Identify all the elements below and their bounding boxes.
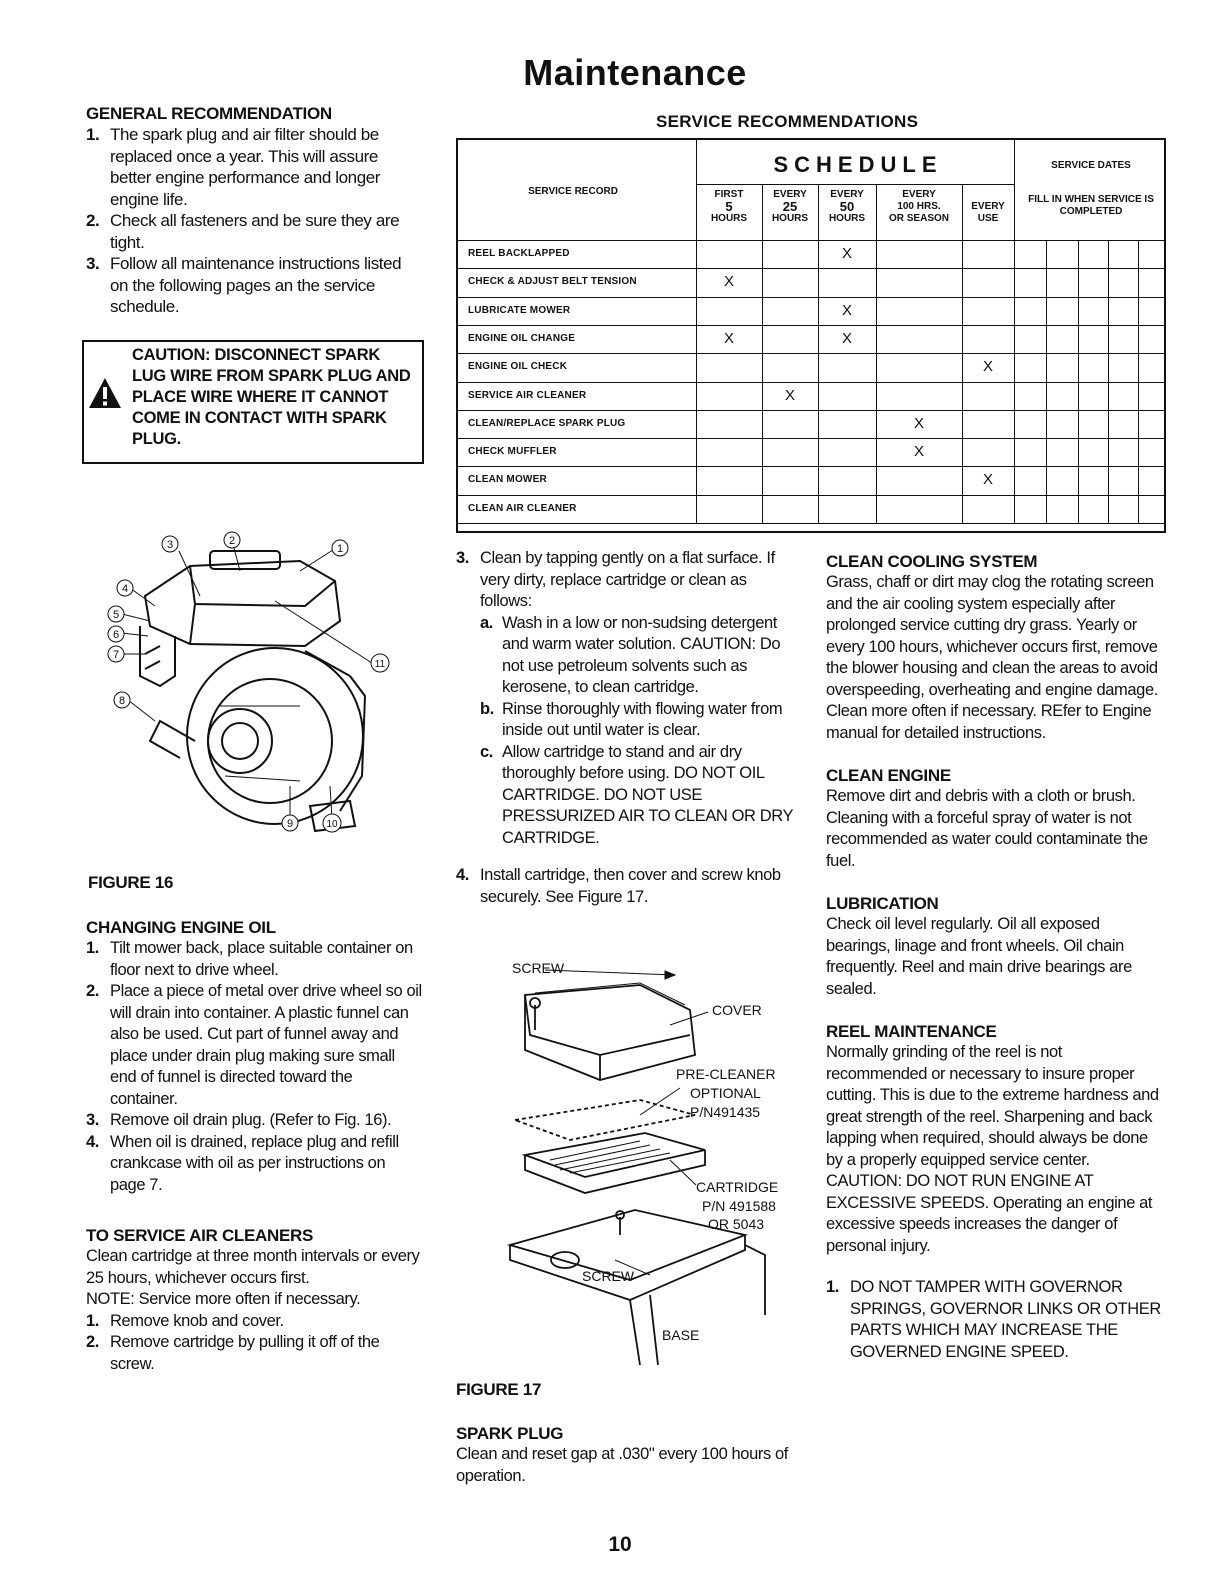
item-number: 3. — [86, 254, 100, 273]
sub-item — [480, 742, 796, 850]
list-item — [86, 1311, 422, 1333]
table-divider — [458, 523, 1164, 524]
table-row-label: CLEAN MOWER — [468, 474, 547, 486]
label-precleaner-2: OPTIONAL — [690, 1085, 761, 1101]
list-item — [86, 124, 422, 210]
cleaning-steps — [480, 613, 796, 850]
callout-9: 9 — [286, 818, 294, 830]
general-heading: GENERAL RECOMMENDATION — [86, 104, 332, 123]
schedule-mark: X — [982, 471, 993, 489]
list-item — [86, 981, 422, 1110]
engine-heading: CLEAN ENGINE — [826, 766, 951, 785]
warning-icon — [88, 376, 122, 410]
table-divider — [458, 466, 1164, 467]
item-letter: a. — [480, 613, 493, 632]
spark-plug-text: Clean and reset gap at .030" every 100 hours of operation. — [456, 1445, 788, 1485]
table-row-label: CLEAN/REPLACE SPARK PLUG — [468, 417, 626, 429]
item-text: Tilt mower back, place suitable container on floor next to drive wheel. — [110, 939, 413, 979]
item-number: 2. — [86, 982, 99, 1000]
figure-17-label: FIGURE 17 — [456, 1380, 542, 1399]
table-divider — [458, 325, 1164, 326]
label-cover: COVER — [712, 1002, 762, 1018]
callout-5: 5 — [112, 609, 120, 621]
callout-2: 2 — [228, 535, 236, 547]
spark-plug-heading: SPARK PLUG — [456, 1424, 564, 1443]
list-item — [456, 865, 796, 908]
item-number: 2. — [86, 1333, 99, 1351]
cooling-text: Grass, chaff or dirt may clog the rotating screen and the air cooling system especially after prolonged service cutting dry grass. Yearly or every 100 hours, whichever occurs first, remove the blower housing and clean the areas to avoid overspeeding, overheating and engine damage. Clean more often if necessary. REfer to Engine manual for detailed instructions. — [826, 573, 1158, 742]
table-row-label: REEL BACKLAPPED — [468, 248, 570, 259]
item-text: Clean by tapping gently on a flat surface. If very dirty, replace cartridge or clean as follows: — [480, 549, 775, 610]
air-cleaners-intro: Clean cartridge at three month intervals or every 25 hours, whichever occurs first. — [86, 1247, 420, 1287]
callout-11: 11 — [374, 659, 386, 670]
table-divider — [696, 184, 1014, 185]
sub-item — [480, 699, 796, 742]
right-column — [826, 552, 1162, 1363]
label-cartridge-2: P/N 491588 — [702, 1198, 776, 1214]
col-header-every-use: EVERY USE — [971, 201, 1005, 224]
callout-3: 3 — [166, 539, 174, 551]
general-list — [86, 124, 422, 318]
table-divider — [458, 268, 1164, 269]
label-precleaner-1: PRE-CLEANER — [676, 1066, 776, 1082]
table-divider — [458, 382, 1164, 383]
schedule-mark: X — [982, 358, 993, 376]
air-cleaner-illustration — [490, 955, 800, 1373]
col-header-every-50: EVERY 50 HOURS — [828, 189, 866, 224]
list-item — [86, 1332, 422, 1375]
item-number: 1. — [826, 1278, 839, 1296]
item-number: 3. — [86, 1111, 99, 1129]
left-column — [86, 104, 422, 318]
callout-7: 7 — [112, 649, 120, 661]
item-text: Allow cartridge to stand and air dry thoroughly before using. DO NOT OIL CARTRIDGE. DO NOT USE PRESSURIZED AIR TO CLEAN OR DRY CARTRIDGE. — [502, 742, 793, 847]
callout-10: 10 — [326, 819, 338, 830]
item-text: Wash in a low or non-sudsing detergent and warm water solution. CAUTION: Do not use petroleum solvents such as kerosene, to clean cartridge. — [502, 613, 781, 696]
label-cartridge-1: CARTRIDGE — [696, 1179, 779, 1195]
item-number: 1. — [86, 939, 99, 957]
table-row-label: ENGINE OIL CHANGE — [468, 332, 576, 344]
item-number: 3. — [456, 549, 469, 567]
service-dates-header: SERVICE DATES — [1051, 160, 1131, 171]
label-cartridge-3: OR 5043 — [708, 1216, 765, 1232]
item-text: Place a piece of metal over drive wheel so oil will drain into container. A plastic funnel can also be used. Cut part of funnel away and place under drain plug making sure small end of funnel is directed toward the container. — [110, 982, 422, 1108]
figure-16-label: FIGURE 16 — [88, 873, 174, 892]
middle-column — [456, 548, 796, 908]
item-text: Check all fasteners and be sure they are tight. — [110, 211, 400, 252]
schedule-mark: X — [841, 301, 852, 319]
table-divider — [458, 495, 1164, 496]
service-recommendations-title: SERVICE RECOMMENDATIONS — [656, 112, 919, 131]
schedule-mark: X — [723, 329, 734, 347]
label-screw-bottom: SCREW — [582, 1268, 635, 1284]
col-header-every-100: EVERY 100 HRS. OR SEASON — [888, 189, 949, 224]
reel-maintenance-heading: REEL MAINTENANCE — [826, 1022, 997, 1041]
clean-cartridge-list — [456, 548, 796, 908]
engine-text: Remove dirt and debris with a cloth or brush. Cleaning with a forceful spray of water is not recommended as water could contaminate the fuel. — [826, 787, 1148, 870]
fill-in-header: FILL IN WHEN SERVICE IS COMPLETED — [1028, 194, 1154, 217]
callout-6: 6 — [112, 629, 120, 641]
page-number: 10 — [608, 1533, 632, 1556]
item-text: DO NOT TAMPER WITH GOVERNOR SPRINGS, GOVERNOR LINKS OR OTHER PARTS WHICH MAY INCREASE THE GOVERNED ENGINE SPEED. — [850, 1278, 1161, 1361]
engine-illustration — [100, 526, 420, 846]
air-cleaners-section — [86, 1226, 422, 1375]
item-text: Remove cartridge by pulling it off of the screw. — [110, 1333, 380, 1373]
table-row-label: SERVICE AIR CLEANER — [468, 389, 587, 401]
changing-oil-heading: CHANGING ENGINE OIL — [86, 918, 276, 937]
callout-8: 8 — [118, 695, 126, 707]
table-divider — [458, 240, 1164, 241]
list-item — [456, 548, 796, 849]
table-row-label: CHECK MUFFLER — [468, 446, 557, 458]
col-header-first-5: FIRST 5 HOURS — [710, 189, 748, 224]
schedule-mark: X — [723, 273, 734, 291]
spark-plug-section — [456, 1424, 796, 1487]
list-item — [826, 1277, 1162, 1363]
air-cleaners-list — [86, 1311, 422, 1376]
schedule-mark: X — [841, 245, 852, 262]
item-number: 1. — [86, 1311, 99, 1330]
list-item — [86, 210, 422, 253]
table-row-label: ENGINE OIL CHECK — [468, 361, 568, 373]
table-divider — [458, 438, 1164, 439]
sub-item — [480, 613, 796, 699]
table-divider — [458, 410, 1164, 411]
table-divider — [458, 297, 1164, 298]
schedule-mark: X — [841, 329, 852, 347]
table-row-label: LUBRICATE MOWER — [468, 304, 571, 316]
label-base: BASE — [662, 1327, 700, 1343]
item-letter: b. — [480, 699, 494, 718]
table-row-label: CHECK & ADJUST BELT TENSION — [468, 276, 637, 288]
cooling-heading: CLEAN COOLING SYSTEM — [826, 552, 1038, 571]
governor-list — [826, 1277, 1162, 1363]
item-text: The spark plug and air filter should be replaced once a year. This will assure better engine performance and longer engine life. — [110, 125, 381, 209]
schedule-mark: X — [913, 414, 924, 432]
air-cleaners-heading: TO SERVICE AIR CLEANERS — [86, 1226, 314, 1245]
caution-box — [82, 340, 424, 464]
item-number: 2. — [86, 211, 100, 230]
item-text: When oil is drained, replace plug and refill crankcase with oil as per instructions on page 7. — [110, 1132, 399, 1194]
page-title: Maintenance — [523, 52, 747, 93]
label-precleaner-3: P/N491435 — [690, 1104, 761, 1120]
item-text: Remove oil drain plug. (Refer to Fig. 16). — [110, 1111, 392, 1129]
lubrication-text: Check oil level regularly. Oil all exposed bearings, linage and front wheels. Oil chain frequently. Reel and main drive bearings are sealed. — [826, 915, 1132, 998]
changing-oil-section — [86, 918, 422, 1196]
service-record-header: SERVICE RECORD — [528, 186, 618, 197]
item-number: 4. — [456, 866, 469, 884]
item-text: Remove knob and cover. — [110, 1311, 284, 1330]
service-schedule-table — [456, 138, 1166, 533]
schedule-mark: X — [784, 386, 795, 404]
item-text: Rinse thoroughly with flowing water from inside out until water is clear. — [502, 699, 783, 739]
caution-text: CAUTION: DISCONNECT SPARK LUG WIRE FROM SPARK PLUG AND PLACE WIRE WHERE IT CANNOT COME IN CONTACT WITH SPARK PLUG. — [132, 346, 411, 448]
lubrication-heading: LUBRICATION — [826, 894, 939, 913]
item-text: Follow all maintenance instructions listed on the following pages an the service schedule. — [110, 254, 402, 316]
item-letter: c. — [480, 742, 493, 761]
item-text: Install cartridge, then cover and screw knob securely. See Figure 17. — [480, 866, 781, 906]
table-row-label: CLEAN AIR CLEANER — [468, 502, 577, 514]
schedule-mark: X — [913, 443, 924, 461]
list-item — [86, 938, 422, 981]
callout-4: 4 — [121, 583, 129, 595]
list-item — [86, 1110, 422, 1132]
callout-1: 1 — [336, 543, 344, 555]
reel-maintenance-text: Normally grinding of the reel is not recommended or necessary to insure proper cutting. This is due to the extreme hardness and great strength of the reel. Sharpening and back lapping when required, should always be done by a properly equipped service center. — [826, 1043, 1159, 1169]
col-header-every-25: EVERY 25 HOURS — [771, 189, 809, 224]
label-screw-top: SCREW — [512, 960, 565, 976]
table-divider — [458, 353, 1164, 354]
changing-oil-list — [86, 938, 422, 1196]
reel-caution-text: CAUTION: DO NOT RUN ENGINE AT EXCESSIVE SPEEDS. Operating an engine at excessive speeds increases the danger of personal injury. — [826, 1172, 1153, 1255]
air-cleaners-note: NOTE: Service more often if necessary. — [86, 1290, 361, 1308]
list-item — [86, 1132, 422, 1197]
list-item — [86, 253, 422, 318]
schedule-header: SCHEDULE — [773, 152, 943, 177]
item-number: 1. — [86, 125, 100, 144]
item-number: 4. — [86, 1132, 99, 1151]
